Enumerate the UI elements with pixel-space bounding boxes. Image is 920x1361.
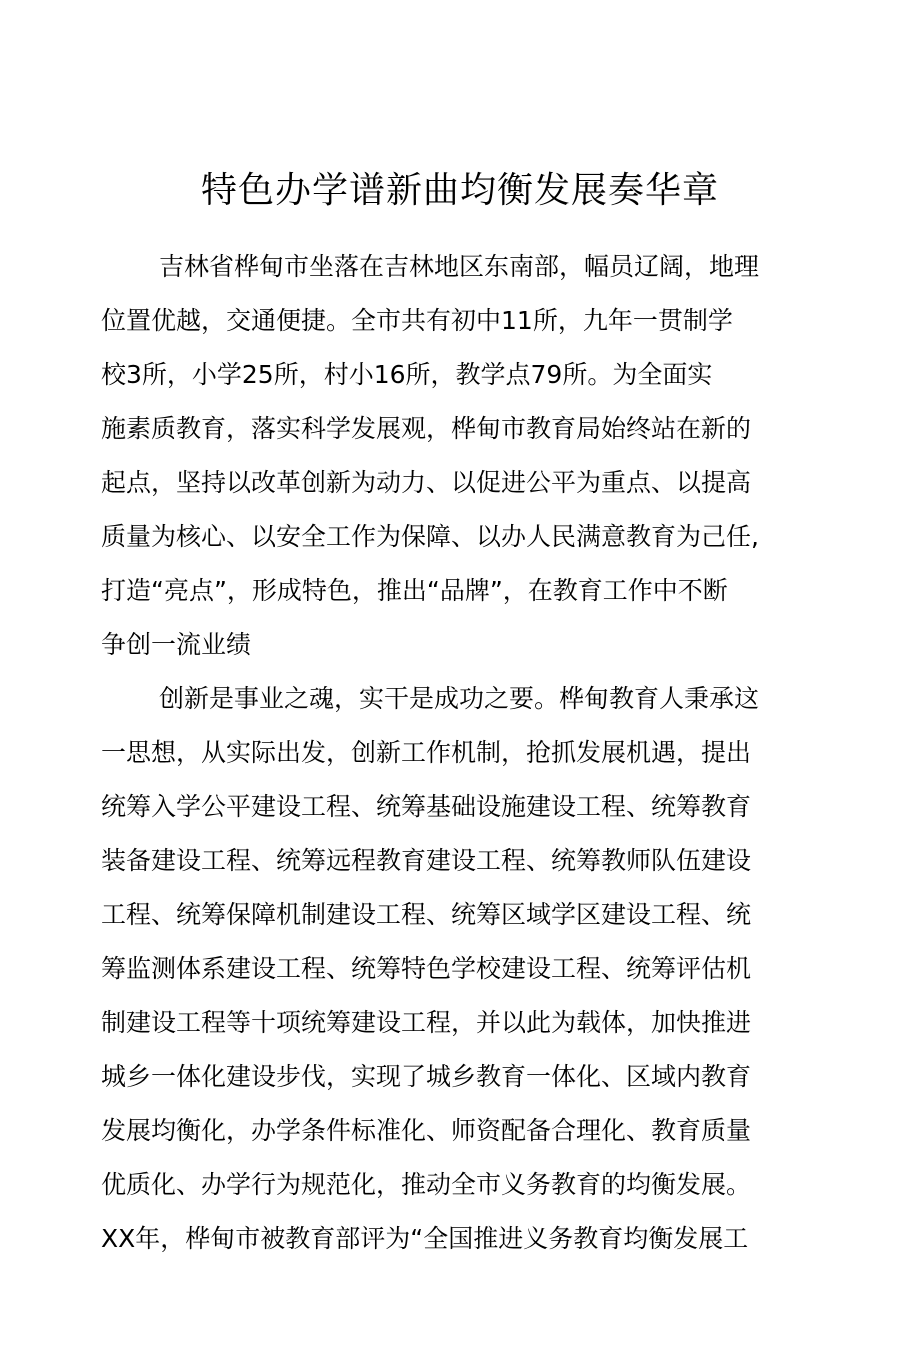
text-line: 筹监测体系建设工程、统筹特色学校建设工程、统筹评估机 <box>101 954 752 983</box>
text-line: 吉林省桦甸市坐落在吉林地区东南部，幅员辽阔，地理 <box>159 252 760 281</box>
text-line: 起点，坚持以改革创新为动力、以促进公平为重点、以提高 <box>101 468 752 497</box>
document-body <box>101 240 801 1266</box>
text-line: XX年，桦甸市被教育部评为“全国推进义务教育均衡发展工 <box>101 1224 749 1253</box>
text-line: 统筹入学公平建设工程、统筹基础设施建设工程、统筹教育 <box>101 792 752 821</box>
text-line: 工程、统筹保障机制建设工程、统筹区域学区建设工程、统 <box>101 900 752 929</box>
text-line: 打造“亮点”，形成特色，推出“品牌”，在教育工作中不断 <box>101 576 728 605</box>
text-line: 优质化、办学行为规范化，推动全市义务教育的均衡发展。 <box>101 1170 752 1199</box>
text-line: 争创一流业绩 <box>101 630 252 659</box>
text-line: 发展均衡化，办学条件标准化、师资配备合理化、教育质量 <box>101 1116 752 1145</box>
text-line: 位置优越，交通便捷。全市共有初中11所，九年一贯制学 <box>101 306 733 335</box>
text-line: 制建设工程等十项统筹建设工程，并以此为载体，加快推进 <box>101 1008 752 1037</box>
text-line: 创新是事业之魂，实干是成功之要。桦甸教育人秉承这 <box>159 684 760 713</box>
text-line: 城乡一体化建设步伐，实现了城乡教育一体化、区域内教育 <box>101 1062 752 1091</box>
document-title: 特色办学谱新曲均衡发展奏华章 <box>200 170 719 212</box>
text-line: 质量为核心、以安全工作为保障、以办人民满意教育为己任, <box>101 522 759 551</box>
text-line: 施素质教育，落实科学发展观，桦甸市教育局始终站在新的 <box>101 414 752 443</box>
text-line: 一思想，从实际出发，创新工作机制，抢抓发展机遇，提出 <box>101 738 752 767</box>
text-line: 校3所，小学25所，村小16所，教学点79所。为全面实 <box>101 360 713 389</box>
text-line: 装备建设工程、统筹远程教育建设工程、统筹教师队伍建设 <box>101 846 752 875</box>
